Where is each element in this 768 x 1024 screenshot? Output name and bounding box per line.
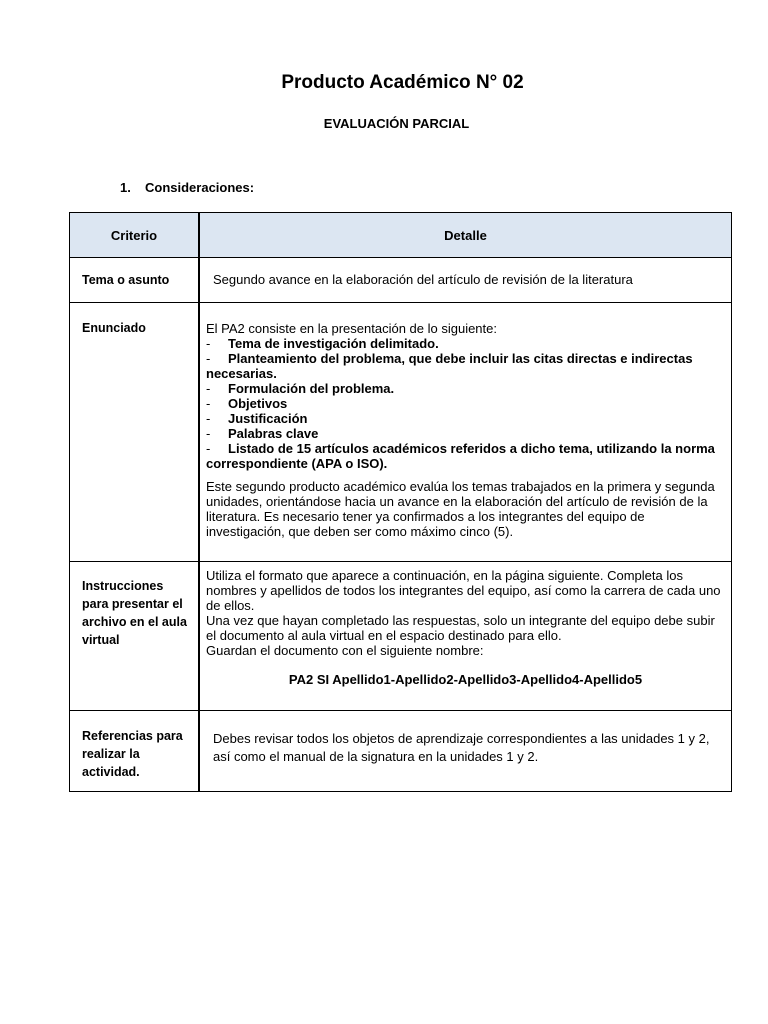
instrucciones-detail-cell xyxy=(199,562,732,711)
referencias-detail-cell xyxy=(199,711,732,792)
list-item-text: Formulación del problema. xyxy=(228,381,395,396)
header-detalle: Detalle xyxy=(199,213,732,258)
referencias-text: Debes revisar todos los objetos de aprendizaje correspondientes a las unidades 1 y 2, así como el manual de la signatura en la unidades 1 y 2. xyxy=(213,731,710,764)
referencias-label-cell xyxy=(70,711,200,792)
list-item xyxy=(206,426,725,441)
tema-label: Tema o asunto xyxy=(82,273,170,287)
tema-detail-cell xyxy=(199,258,732,303)
enunciado-detail-cell xyxy=(199,303,732,562)
list-item xyxy=(206,336,725,351)
enunciado-paragraph: Este segundo producto académico evalúa los temas trabajados en la primera y segunda unidades, orientándose hacia un avance en la elaboración del artículo de revisión de la literatura. Es necesario tener ya confirmados a los integrantes del equipo de investigación, que deben ser como máximo cinco (5). xyxy=(206,479,715,539)
considerations-table xyxy=(69,212,732,792)
tema-text: Segundo avance en la elaboración del artículo de revisión de la literatura xyxy=(213,272,633,287)
list-item xyxy=(206,411,725,426)
list-dash: - xyxy=(206,426,211,441)
section-heading xyxy=(120,180,254,195)
list-item xyxy=(206,351,725,381)
list-dash: - xyxy=(206,411,211,426)
list-item xyxy=(206,396,725,411)
instrucciones-para-3: Guardan el documento con el siguiente nombre: xyxy=(206,643,484,658)
list-item-text: Listado de 15 artículos académicos referidos a dicho tema, utilizando la norma correspondiente (APA o ISO). xyxy=(206,441,715,471)
table-row-referencias xyxy=(70,711,732,792)
document-title: Producto Académico N° 02 xyxy=(281,72,524,93)
file-name-format: PA2 SI Apellido1-Apellido2-Apellido3-Apellido4-Apellido5 xyxy=(288,672,643,687)
instrucciones-label: Instrucciones para presentar el archivo en el aula virtual xyxy=(82,579,187,647)
enunciado-label-cell xyxy=(70,303,200,562)
list-item-text: Objetivos xyxy=(228,396,288,411)
enunciado-label: Enunciado xyxy=(82,321,146,335)
list-dash: - xyxy=(206,381,211,396)
section-number: 1. xyxy=(120,180,131,195)
list-item-text: Justificación xyxy=(228,411,308,426)
table-row-instrucciones xyxy=(70,562,732,711)
document-subtitle: EVALUACIÓN PARCIAL xyxy=(323,116,470,131)
referencias-label: Referencias para realizar la actividad. xyxy=(82,729,183,779)
instrucciones-label-cell xyxy=(70,562,200,711)
instrucciones-para-2: Una vez que hayan completado las respuestas, solo un integrante del equipo debe subir el documento al aula virtual en el espacio destinado para ello. xyxy=(206,613,715,643)
list-dash: - xyxy=(206,441,211,456)
list-item xyxy=(206,441,725,471)
enunciado-intro: El PA2 consiste en la presentación de lo siguiente: xyxy=(206,321,497,336)
table-row-enunciado xyxy=(70,303,732,562)
section-label: Consideraciones: xyxy=(145,180,255,195)
instrucciones-para-1: Utiliza el formato que aparece a continuación, en la página siguiente. Completa los nombres y apellidos de todos los integrantes del equipo, así como la carrera de cada uno de ellos. xyxy=(206,568,721,613)
list-item-text: Palabras clave xyxy=(228,426,319,441)
list-item-text: Planteamiento del problema, que debe incluir las citas directas e indirectas necesarias. xyxy=(206,351,693,381)
list-item-text: Tema de investigación delimitado. xyxy=(228,336,439,351)
list-item xyxy=(206,381,725,396)
header-criterio: Criterio xyxy=(70,213,200,258)
table-row-tema xyxy=(70,258,732,303)
table-header-row xyxy=(70,213,732,258)
tema-label-cell xyxy=(70,258,200,303)
list-dash: - xyxy=(206,396,211,411)
list-dash: - xyxy=(206,336,211,351)
list-dash: - xyxy=(206,351,211,366)
